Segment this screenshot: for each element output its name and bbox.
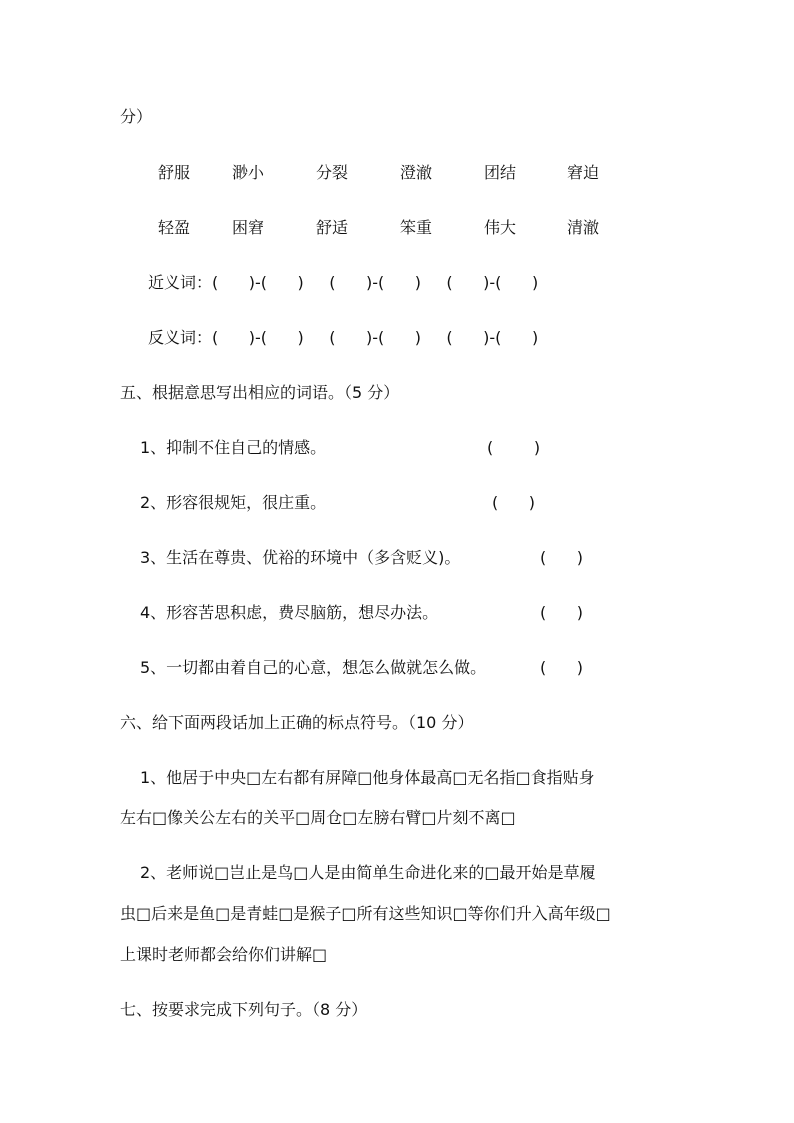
- word-item: 舒适: [316, 218, 349, 237]
- word-item: 窘迫: [567, 163, 600, 182]
- continuation-text: 分）: [120, 107, 153, 126]
- word-item: 困窘: [232, 218, 265, 237]
- passage-2-line: 虫□后来是鱼□是青蛙□是猴子□所有这些知识□等你们升入高年级□: [120, 904, 611, 923]
- word-item: 渺小: [232, 163, 265, 182]
- section-7-heading: 七、按要求完成下列句子。（8 分）: [120, 1000, 368, 1019]
- question-text: 4、形容苦思积虑，费尽脑筋，想尽办法。: [140, 603, 439, 622]
- passage-2-line: 2、老师说□岂止是鸟□人是由简单生命进化来的□最开始是草履: [140, 863, 596, 882]
- synonym-answer-line[interactable]: 近义词：( )-( ) ( )-( ) ( )-( ): [148, 273, 539, 292]
- answer-blank[interactable]: ( ): [492, 493, 535, 512]
- question-text: 5、一切都由着自己的心意，想怎么做就怎么做。: [140, 658, 487, 677]
- word-item: 轻盈: [158, 218, 191, 237]
- answer-blank[interactable]: ( ): [540, 548, 583, 567]
- word-item: 澄澈: [400, 163, 433, 182]
- answer-blank[interactable]: ( ): [487, 438, 541, 457]
- answer-blank[interactable]: ( ): [540, 658, 583, 677]
- word-item: 伟大: [484, 218, 517, 237]
- antonym-answer-line[interactable]: 反义词：( )-( ) ( )-( ) ( )-( ): [148, 328, 539, 347]
- section-5-heading: 五、根据意思写出相应的词语。（5 分）: [120, 383, 400, 402]
- word-item: 笨重: [400, 218, 433, 237]
- passage-2-line: 上课时老师都会给你们讲解□: [120, 945, 328, 964]
- word-item: 清澈: [567, 218, 600, 237]
- answer-blank[interactable]: ( ): [540, 603, 583, 622]
- question-text: 2、形容很规矩，很庄重。: [140, 493, 327, 512]
- passage-1-line: 1、他居于中央□左右都有屏障□他身体最高□无名指□食指贴身: [140, 768, 595, 787]
- word-item: 分裂: [316, 163, 349, 182]
- question-text: 1、抑制不住自己的情感。: [140, 438, 327, 457]
- passage-1-line: 左右□像关公左右的关平□周仓□左膀右臂□片刻不离□: [120, 808, 516, 827]
- word-item: 团结: [484, 163, 517, 182]
- section-6-heading: 六、给下面两段话加上正确的标点符号。（10 分）: [120, 713, 474, 732]
- word-item: 舒服: [158, 163, 191, 182]
- question-text: 3、生活在尊贵、优裕的环境中（多含贬义)。: [140, 548, 461, 567]
